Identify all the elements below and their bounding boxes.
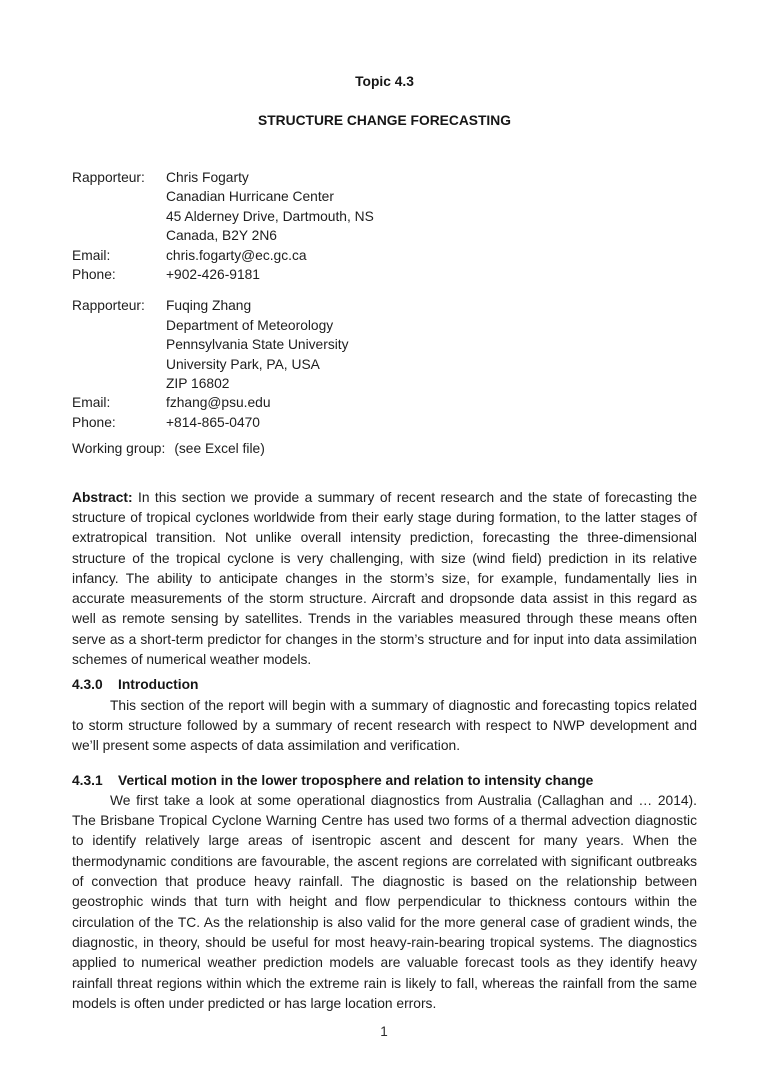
contact-row — [72, 265, 697, 284]
contact-label: Email: — [72, 395, 111, 411]
section-title: Vertical motion in the lower troposphere and relation to intensity change — [118, 772, 594, 788]
abstract-label: Abstract: — [72, 489, 133, 505]
contact-row — [72, 374, 697, 393]
section-heading-4-3-1 — [72, 771, 697, 791]
contact-row — [72, 296, 697, 315]
contact-value: Canadian Hurricane Center — [166, 189, 334, 205]
contact-row — [72, 413, 697, 432]
section-paragraph-4-3-0: This section of the report will begin with a summary of diagnostic and forecasting topics related to storm structure followed by a summary of recent research with respect to NWP development and we’ll present some aspects of data assimilation and verification. — [72, 697, 697, 754]
contact-phone: +814-865-0470 — [166, 414, 260, 430]
working-group-label: Working group: — [72, 441, 166, 457]
abstract-paragraph — [72, 488, 697, 671]
contact-value: Chris Fogarty — [166, 170, 249, 185]
contact-label — [72, 374, 166, 393]
document-title: STRUCTURE CHANGE FORECASTING — [258, 113, 511, 128]
contact-row — [72, 226, 697, 245]
section-heading-4-3-0 — [72, 675, 697, 695]
contact-label: Rapporteur: — [72, 298, 145, 314]
contact-email: fzhang@psu.edu — [166, 395, 271, 411]
contact-row — [72, 355, 697, 374]
working-group-value: (see Excel file) — [174, 441, 265, 457]
contact-value: 45 Alderney Drive, Dartmouth, NS — [166, 208, 374, 224]
contact-value: University Park, PA, USA — [166, 356, 320, 372]
contact-value: ZIP 16802 — [166, 376, 230, 392]
section-number: 4.3.0 — [72, 677, 103, 693]
contact-label: Email: — [72, 247, 111, 263]
abstract-text: In this section we provide a summary of recent research and the state of forecasting the structure of tropical cyclones worldwide from their early stage during formation, to the latter stages of extratropical transition. Not unlike overall intensity prediction, forecasting the three-dimensional structure of the tropical cyclone is very challenging, with size (wind field) prediction in its relative infancy. The ability to anticipate changes in the storm’s size, for example, fundamentally lies in accurate measurements of the storm structure. Aircraft and dropsonde data assist in this regard as well as remote sensing by satellites. Trends in the variables measured through these means often serve as a short-term predictor for changes in the storm’s structure and for input into data assimilation schemes of numerical weather models. — [72, 489, 697, 668]
contact-value: Pennsylvania State University — [166, 337, 349, 353]
contact-value: Canada, B2Y 2N6 — [166, 228, 277, 244]
contact-label — [72, 226, 166, 245]
contact-label — [72, 335, 166, 354]
contact-row — [72, 168, 697, 187]
contact-row — [72, 207, 697, 226]
contact-label — [72, 207, 166, 226]
rapporteur-block-1 — [72, 168, 697, 284]
section-title: Introduction — [118, 677, 199, 693]
rapporteur-block-2 — [72, 296, 697, 432]
section-paragraph-4-3-1: We first take a look at some operational diagnostics from Australia (Callaghan and … 2014). The Brisbane Tropical Cyclone Warning Centre has used two forms of a thermal advection diagnostic to identify relatively large areas of isentropic ascent and descent for many years. When the thermodynamic conditions are favourable, the ascent regions are correlated with significant outbreaks of convection that produce heavy rainfall. The diagnostic is based on the relationship between geostrophic winds that turn with height and flow perpendicular to thickness contours within the circulation of the TC. As the relationship is also valid for the more general case of gradient winds, the diagnostic, in theory, should be useful for most heavy-rain-bearing tropical systems. The diagnostics applied to numerical weather prediction models are valuable forecast tools as they identify heavy rainfall threat regions within which the extreme rain is likely to fall, whereas the rainfall from the same models is often under predicted or has large location errors. — [72, 792, 697, 1011]
topic-heading: Topic 4.3 — [355, 74, 414, 89]
contact-label: Phone: — [72, 414, 116, 430]
contact-label — [72, 187, 166, 206]
contact-label — [72, 316, 166, 335]
working-group-row — [72, 439, 697, 458]
page-number: 1 — [380, 1024, 388, 1039]
contact-label: Rapporteur: — [72, 170, 145, 185]
contact-label: Phone: — [72, 267, 116, 283]
contact-row — [72, 393, 697, 412]
contact-row — [72, 187, 697, 206]
contact-row — [72, 335, 697, 354]
contact-phone: +902-426-9181 — [166, 267, 260, 283]
contact-row — [72, 316, 697, 335]
contact-value: Department of Meteorology — [166, 317, 334, 333]
section-number: 4.3.1 — [72, 772, 103, 788]
contact-value: Fuqing Zhang — [166, 298, 252, 314]
contact-label — [72, 355, 166, 374]
contact-email: chris.fogarty@ec.gc.ca — [166, 247, 307, 263]
contact-row — [72, 246, 697, 265]
